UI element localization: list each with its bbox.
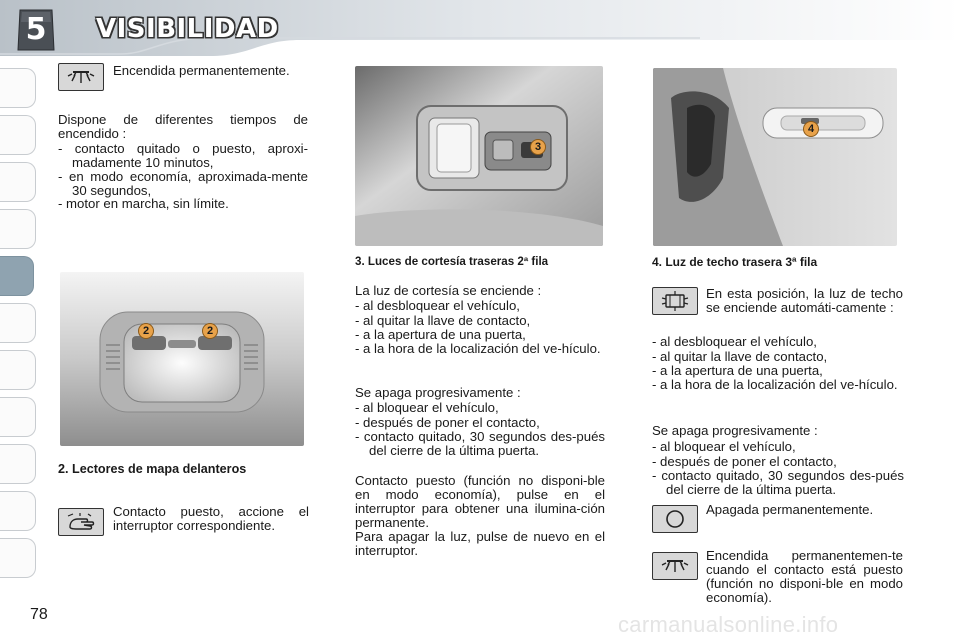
chapter-tab-9[interactable]: [0, 444, 36, 484]
section-title-rear-roof-light: 4. Luz de techo trasera 3ª fila: [652, 255, 818, 269]
list-item: - a la apertura de una puerta,: [652, 363, 823, 378]
list-item: - al bloquear el vehículo,: [652, 439, 796, 454]
list-item: - al quitar la llave de contacto,: [652, 349, 828, 364]
list-item: - a la hora de la localización del ve-hículo.: [355, 341, 601, 356]
list-item: - al desbloquear el vehículo,: [355, 298, 520, 313]
list-item: - después de poner el contacto,: [355, 415, 540, 430]
lamp-off-icon: [652, 505, 698, 533]
list-item: - contacto quitado, 30 segundos des-pués del cierre de la última puerta.: [652, 468, 904, 497]
hand-switch-icon: [58, 508, 104, 536]
ceiling-lamp-on-icon: [58, 63, 104, 91]
icon-caption-switch: Contacto puesto, accione el interruptor correspondiente.: [113, 504, 309, 533]
callout-2-right: 2: [202, 323, 218, 339]
watermark: carmanualsonline.info: [618, 612, 839, 637]
off-intro-text: Se apaga progresivamente :: [652, 423, 818, 438]
list-item: - a la apertura de una puerta,: [355, 327, 526, 342]
list-item: - en modo economía, aproximada-mente 30 segundos,: [58, 169, 308, 198]
chapter-tab-4[interactable]: [0, 209, 36, 249]
list-item: - al quitar la llave de contacto,: [355, 313, 531, 328]
chapter-tab-6[interactable]: [0, 303, 36, 343]
chapter-tab-3[interactable]: [0, 162, 36, 202]
door-lamp-icon: [652, 287, 698, 315]
list-item: - contacto quitado, 30 segundos des-pués del cierre de la última puerta.: [355, 429, 605, 458]
list-item: - motor en marcha, sin límite.: [58, 196, 229, 211]
section-title-rear-courtesy-lights: 3. Luces de cortesía traseras 2ª fila: [355, 255, 549, 268]
ceiling-lamp-on-icon: [652, 552, 698, 580]
icon-caption-auto: En esta posición, la luz de techo se enciende automáti-camente :: [706, 286, 903, 315]
chapter-tab-1[interactable]: [0, 68, 36, 108]
page-title: VISIBILIDAD: [96, 14, 279, 44]
chapter-tab-8[interactable]: [0, 397, 36, 437]
intro-text: Dispone de diferentes tiempos de encendido :: [58, 112, 308, 141]
list-item: - a la hora de la localización del ve-hículo.: [652, 377, 898, 392]
icon-caption-on-with-ignition: Encendida permanentemen-te cuando el contacto está puesto (función no disponi-ble en modo economía).: [706, 548, 903, 605]
callout-4: 4: [803, 121, 819, 137]
chapter-tab-11[interactable]: [0, 538, 36, 578]
on-intro-text: La luz de cortesía se enciende :: [355, 283, 542, 298]
section-title-front-map-lights: 2. Lectores de mapa delanteros: [58, 462, 247, 476]
chapter-tab-7[interactable]: [0, 350, 36, 390]
list-item: - contacto quitado o puesto, aproxi-madamente 10 minutos,: [58, 141, 308, 170]
chapter-tab-5-active[interactable]: [0, 256, 34, 296]
off-intro-text: Se apaga progresivamente :: [355, 385, 521, 400]
page-number: 78: [30, 606, 48, 623]
rear-courtesy-lights-photo: [355, 66, 603, 246]
paragraph-switch-off: Para apagar la luz, pulse de nuevo en el interruptor.: [355, 529, 605, 558]
chapter-tab-10[interactable]: [0, 491, 36, 531]
front-map-lights-photo: [60, 272, 304, 446]
paragraph-permanent-on: Contacto puesto (función no disponi-ble en modo economía), pulse en el interruptor para obtener una ilumina-ción permanente.: [355, 473, 605, 530]
callout-2-left: 2: [138, 323, 154, 339]
chapter-number: 5: [25, 12, 47, 47]
icon-caption-permanent-on: Encendida permanentemente.: [113, 63, 290, 78]
list-item: - después de poner el contacto,: [652, 454, 837, 469]
chapter-tab-2[interactable]: [0, 115, 36, 155]
icon-caption-permanent-off: Apagada permanentemente.: [706, 502, 874, 517]
list-item: - al desbloquear el vehículo,: [652, 334, 817, 349]
rear-roof-light-photo: [653, 68, 897, 246]
list-item: - al bloquear el vehículo,: [355, 400, 499, 415]
callout-3: 3: [530, 139, 546, 155]
